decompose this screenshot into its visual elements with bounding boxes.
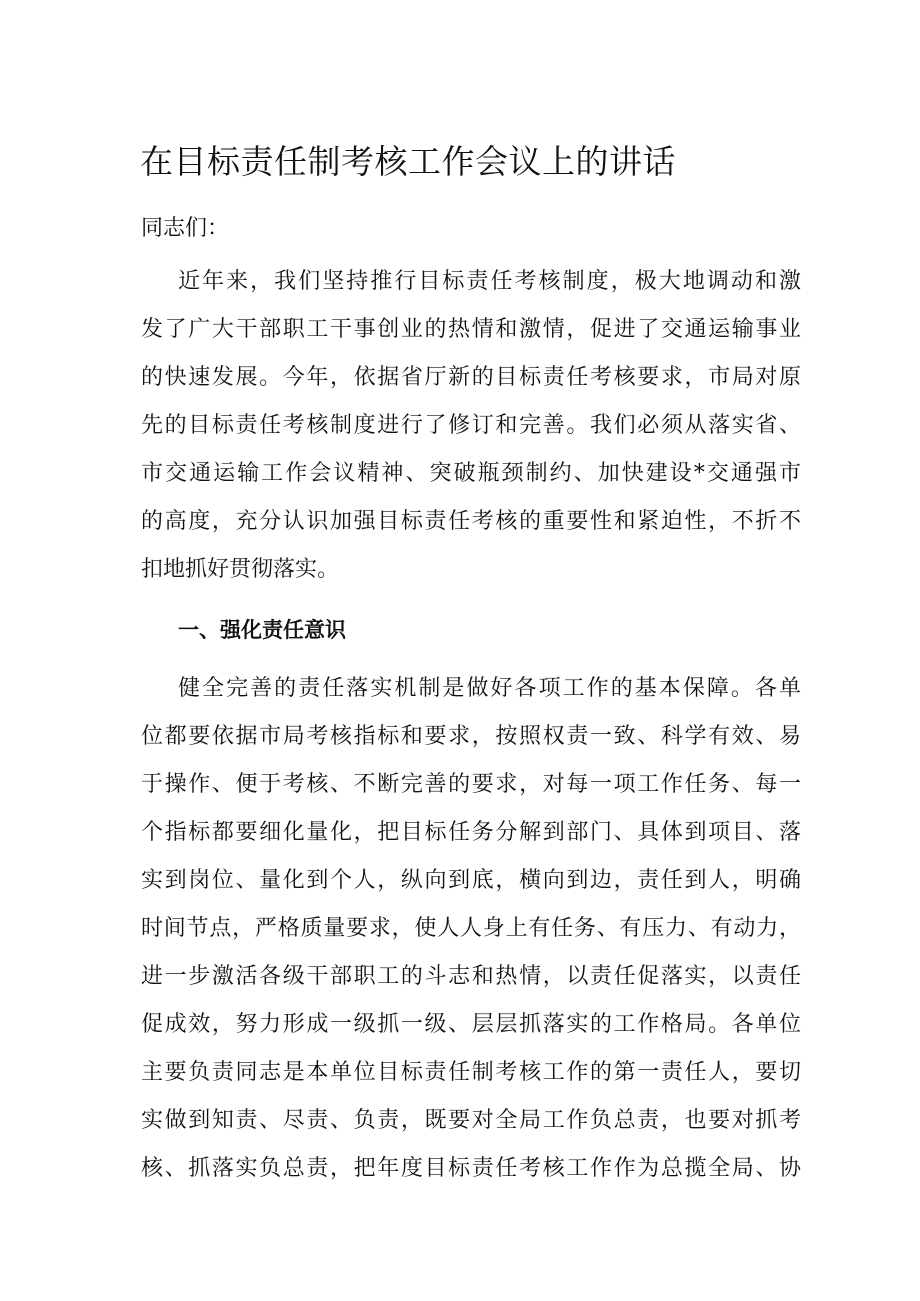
intro-paragraph xyxy=(141,258,801,594)
paragraph-line: 近年来，我们坚持推行目标责任考核制度，极大地调动和激 xyxy=(178,269,801,294)
paragraph-line: 实到岗位、量化到个人，纵向到底，横向到边，责任到人，明确 xyxy=(141,868,801,893)
paragraph-line: 先的目标责任考核制度进行了修订和完善。我们必须从落实省、 xyxy=(141,413,801,438)
section-paragraph xyxy=(141,665,801,1193)
section-heading: 一、强化责任意识 xyxy=(178,618,346,642)
paragraph-line: 促成效，努力形成一级抓一级、层层抓落实的工作格局。各单位 xyxy=(141,1012,801,1037)
paragraph-line: 市交通运输工作会议精神、突破瓶颈制约、加快建设*交通强市 xyxy=(141,461,801,486)
paragraph-line: 实做到知责、尽责、负责，既要对全局工作负总责，也要对抓考 xyxy=(141,1108,801,1133)
paragraph-line: 时间节点，严格质量要求，使人人身上有任务、有压力、有动力， xyxy=(141,916,801,941)
paragraph-line: 于操作、便于考核、不断完善的要求，对每一项工作任务、每一 xyxy=(141,772,801,797)
paragraph-line: 的快速发展。今年，依据省厅新的目标责任考核要求，市局对原 xyxy=(141,365,801,390)
paragraph-line: 扣地抓好贯彻落实。 xyxy=(141,557,340,582)
paragraph-line: 发了广大干部职工干事创业的热情和激情，促进了交通运输事业 xyxy=(141,317,801,342)
paragraph-line: 位都要依据市局考核指标和要求，按照权责一致、科学有效、易 xyxy=(141,724,801,749)
paragraph-line: 健全完善的责任落实机制是做好各项工作的基本保障。各单 xyxy=(178,676,801,701)
paragraph-line: 进一步激活各级干部职工的斗志和热情，以责任促落实，以责任 xyxy=(141,964,801,989)
paragraph-line: 个指标都要细化量化，把目标任务分解到部门、具体到项目、落 xyxy=(141,820,801,845)
paragraph-line: 核、抓落实负总责，把年度目标责任考核工作作为总揽全局、协 xyxy=(141,1156,801,1181)
document-title: 在目标责任制考核工作会议上的讲话 xyxy=(140,142,676,181)
paragraph-line: 的高度，充分认识加强目标责任考核的重要性和紧迫性，不折不 xyxy=(141,509,801,534)
paragraph-line: 主要负责同志是本单位目标责任制考核工作的第一责任人，要切 xyxy=(141,1060,801,1085)
salutation: 同志们： xyxy=(141,216,230,241)
